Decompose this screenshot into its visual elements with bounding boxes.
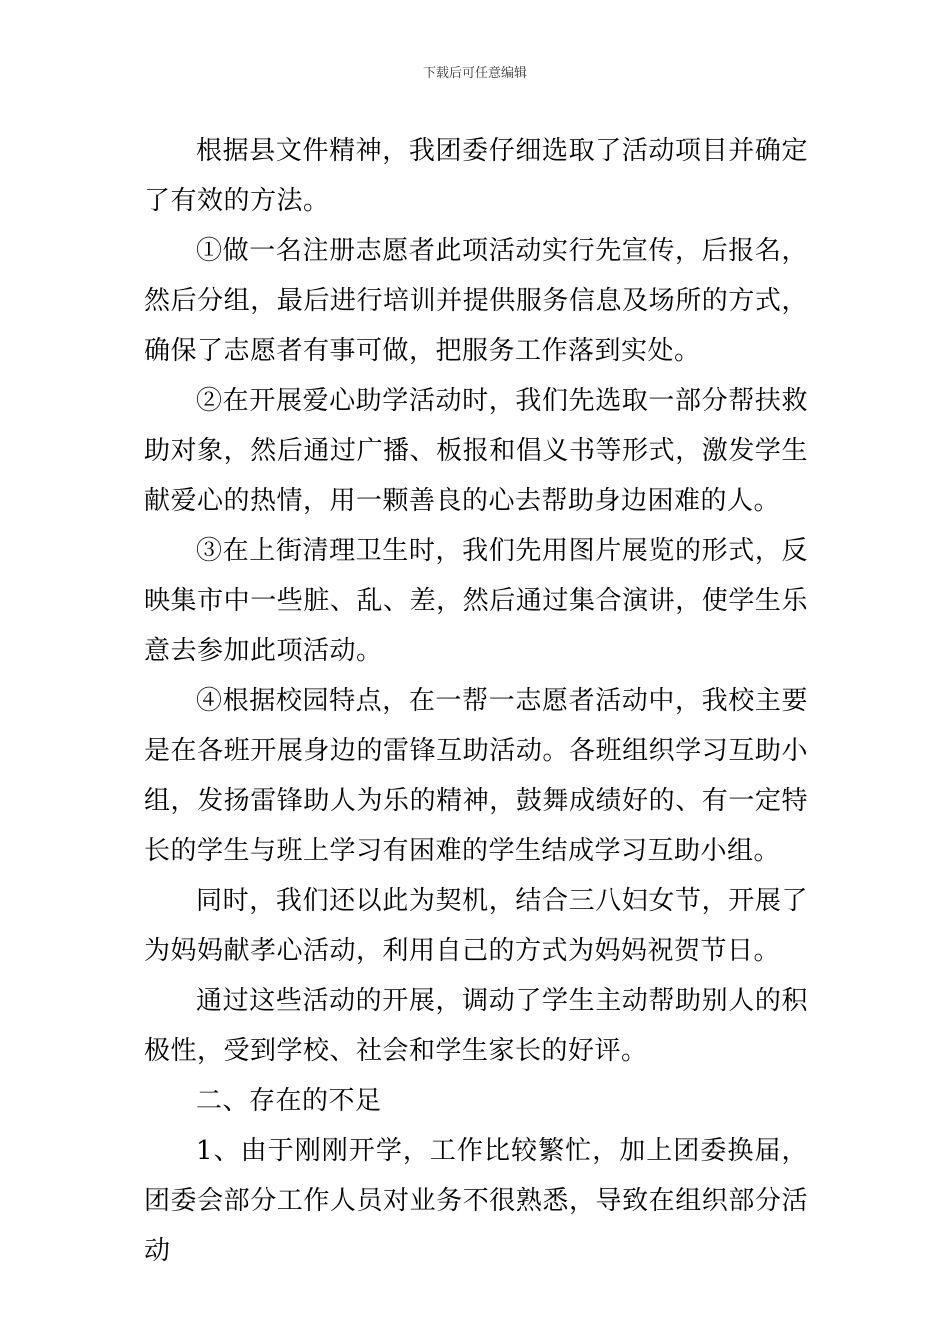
document-body — [144, 126, 808, 1276]
paragraph-festival: 同时，我们还以此为契机，结合三八妇女节，开展了为妈妈献孝心活动，利用自己的方式为妈妈祝贺节日。 — [144, 886, 808, 966]
section-heading-shortcomings: 二、存在的不足 — [196, 1086, 382, 1116]
paragraph-shortcoming-1: 1、由于刚刚开学，工作比较繁忙，加上团委换届，团委会部分工作人员对业务不很熟悉，导致在组织部分活动 — [144, 1136, 808, 1266]
paragraph-item-3: ③在上街清理卫生时，我们先用图片展览的形式，反映集市中一些脏、乱、差，然后通过集合演讲，使学生乐意去参加此项活动。 — [144, 536, 808, 666]
paragraph-summary: 通过这些活动的开展，调动了学生主动帮助别人的积极性，受到学校、社会和学生家长的好评。 — [144, 986, 808, 1066]
paragraph-item-4: ④根据校园特点，在一帮一志愿者活动中，我校主要是在各班开展身边的雷锋互助活动。各班组织学习互助小组，发扬雷锋助人为乐的精神，鼓舞成绩好的、有一定特长的学生与班上学习有困难的学生结成学习互助小组。 — [144, 686, 808, 866]
paragraph-item-1: ①做一名注册志愿者此项活动实行先宣传，后报名，然后分组，最后进行培训并提供服务信息及场所的方式，确保了志愿者有事可做，把服务工作落到实处。 — [144, 236, 808, 366]
paragraph-intro: 根据县文件精神，我团委仔细选取了活动项目并确定了有效的方法。 — [144, 136, 808, 216]
paragraph-item-2: ②在开展爱心助学活动时，我们先选取一部分帮扶救助对象，然后通过广播、板报和倡义书等形式，激发学生献爱心的热情，用一颗善良的心去帮助身边困难的人。 — [144, 386, 808, 516]
header-note: 下载后可任意编辑 — [422, 66, 527, 81]
